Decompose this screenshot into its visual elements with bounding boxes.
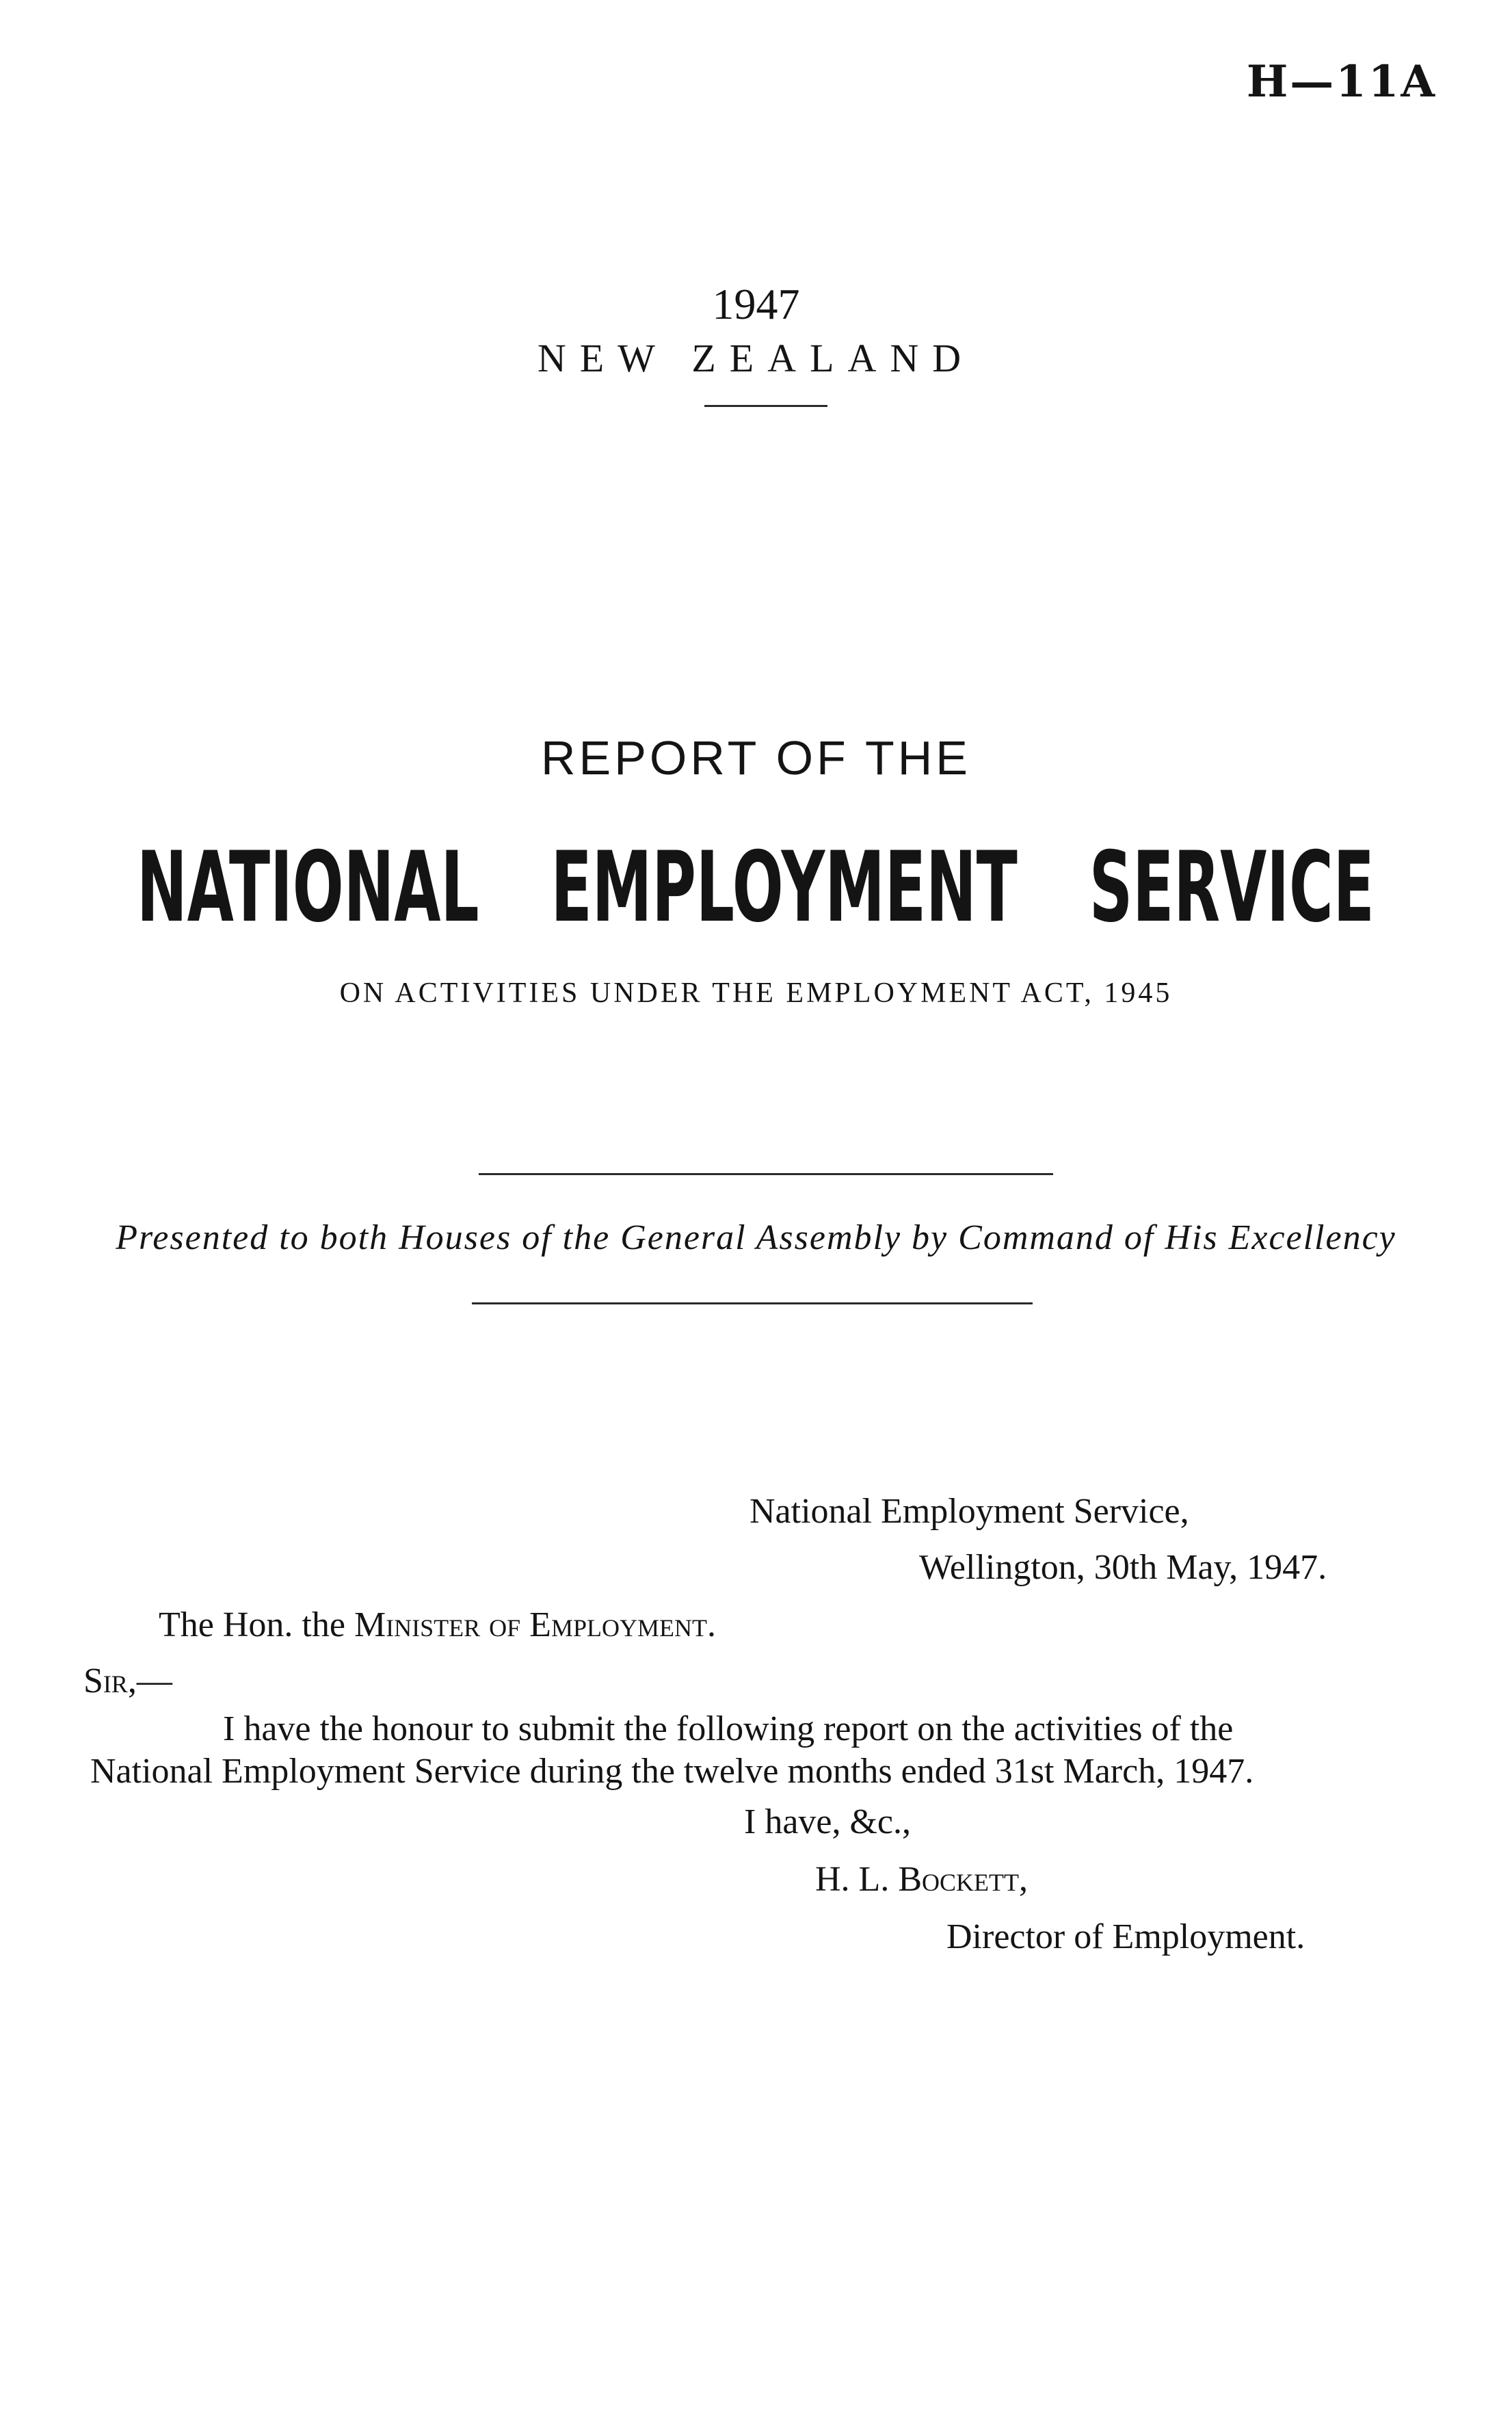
divider-rule [704,405,827,407]
title-word: SERVICE [1089,831,1375,944]
main-title [137,831,1375,944]
divider-rule [479,1173,1053,1175]
title-word: NATIONAL [137,831,479,944]
report-subtitle: ON ACTIVITIES UNDER THE EMPLOYMENT ACT, 1945 [339,977,1173,1009]
report-of-heading: REPORT OF THE [541,731,971,785]
letter-closing: I have, &c., [744,1802,912,1841]
letter-body-line-2: National Employment Service during the twelve months ended 31st March, 1947. [90,1752,1254,1791]
sender-address-line-2: Wellington, 30th May, 1947. [919,1548,1327,1587]
title-word: EMPLOYMENT [551,831,1018,944]
recipient-title: Minister of Employment. [354,1605,716,1644]
publication-year: 1947 [712,280,800,328]
divider-rule [472,1302,1033,1304]
signatory-name: H. L. Bockett, [815,1860,1028,1899]
letter-body-line-1: I have the honour to submit the following report on the activities of the [223,1709,1234,1748]
country-heading: NEW ZEALAND [537,336,975,380]
salutation: Sir,— [83,1661,172,1700]
presented-statement: Presented to both Houses of the General Assembly by Command of His Excellency [116,1218,1396,1257]
sender-address-line-1: National Employment Service, [750,1492,1189,1531]
recipient-line [159,1605,716,1645]
signatory-title: Director of Employment. [946,1917,1305,1956]
recipient-prefix: The Hon. the [159,1605,354,1644]
document-reference: H—11A [1246,56,1437,107]
